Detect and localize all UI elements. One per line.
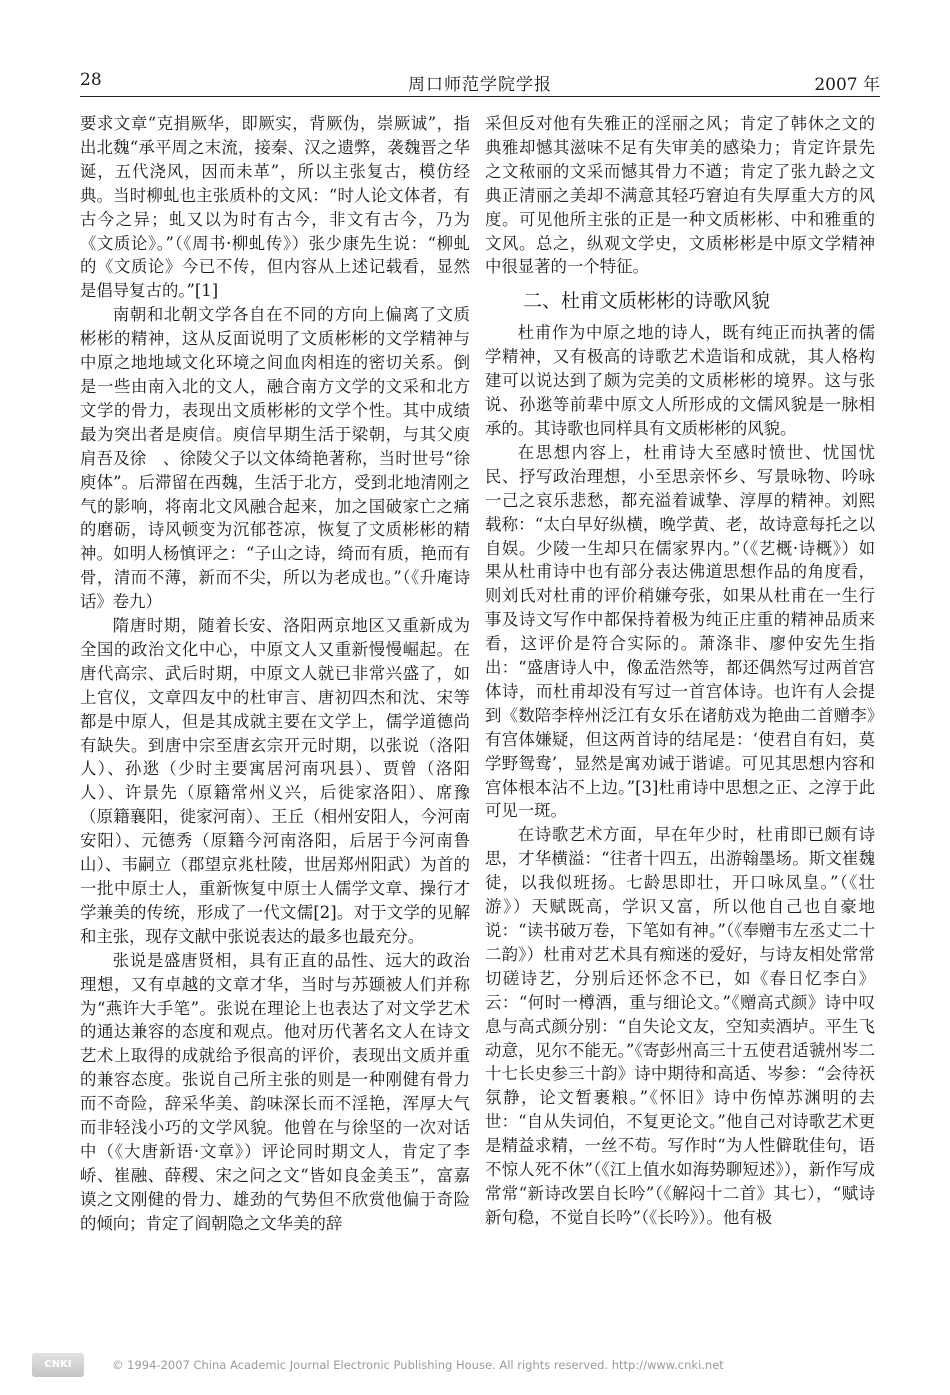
section-heading: 二、杜甫文质彬彬的诗歌风貌 [523, 290, 771, 313]
paragraph: 在诗歌艺术方面，早在年少时，杜甫即已颇有诗思，才华横溢：“往者十四五，出游翰墨场。斯文崔魏徒，以我似班扬。七龄思即壮，开口咏凤皇。”（《壮游》）天赋既高，学识又富，所以他自己也自豪地说：“读书破万卷，下笔如有神。”（《奉赠韦左丞丈二十二韵》）杜甫对艺术具有痴迷的爱好，与诗友相处常常切磋诗艺，分别后还怀念不已，如《春日忆李白》云：“何时一樽酒，重与细论文。”《赠高式颜》诗中叹息与高式颜分别：“自失论文友，空知卖酒垆。平生飞动意，见尔不能无。”《寄彭州高三十五使君适虢州岑二十七长史参三十韵》诗中期待和高适、岑参：“会待祆氛静，论文暂裹粮。”《怀旧》诗中伤悼苏渊明的去世：“自从失词伯，不复更论文。”他自己对诗歌艺术更是精益求精，一丝不苟。写作时“为人性僻耽佳句，语不惊人死不休”（《江上值水如海势聊短述》），新作写成常常“新诗改罢自长吟”（《解闷十二首》其七），“赋诗新句稳，不觉自长吟”（《长吟》）。他有极 [485, 825, 875, 1227]
paragraph: 要求文章“克捐厥华，即厥实，背厥伪，崇厥诚”，指出北魏“承平周之末流，接秦、汉之遗弊，袭魏晋之华诞，五代浇风，因而未革”，所以主张复古，模仿经典。当时柳虬也主张质朴的文风：“时人论文体者，有古今之异；虬又以为时有古今，非文有古今，乃为《文质论》。”（《周书·柳虬传》）张少康先生说：“柳虬的《文质论》今已不传，但内容从上述记载看，显然是倡导复古的。”[1] [80, 114, 470, 301]
paragraph: 南朝和北朝文学各自在不同的方向上偏离了文质彬彬的精神，这从反面说明了文质彬彬的文学精神与中原之地地域文化环境之间血肉相连的密切关系。倒是一些由南入北的文人，融合南方文学的文采和北方文学的骨力，表现出文质彬彬的文学个性。其中成绩最为突出者是庾信。庾信早期生活于梁朝，与其父庾肩吾及徐 、徐陵父子以文体绮艳著称，当时世号“徐庾体”。后滞留在西魏，生活于北方，受到北地清刚之气的影响，将南北文风融合起来，加之国破家亡之痛的磨砺，诗风顿变为沉郁苍凉，恢复了文质彬彬的精神。如明人杨慎评之：“子山之诗，绮而有质，艳而有骨，清而不薄，新而不尖，所以为老成也。”（《升庵诗话》卷九） [80, 305, 470, 612]
journal-title: 周口师范学院学报 [408, 75, 552, 95]
right-column [485, 112, 875, 1230]
publisher-logo: CNKI [32, 1353, 84, 1377]
page-number: 28 [80, 70, 102, 90]
paragraph: 在思想内容上，杜甫诗大至感时愤世、忧国忧民、抒写政治理想，小至思亲怀乡、写景咏物、吟咏一己之哀乐悲愁，都充溢着诚挚、淳厚的精神。刘熙载称：“太白早好纵横，晚学黄、老，故诗意每托之以自娱。少陵一生却只在儒家界内。”（《艺概·诗概》）如果从杜甫诗中也有部分表达佛道思想作品的角度看，则刘氏对杜甫的评价稍嫌夸张，如果从杜甫在一生行事及诗文写作中都保持着极为纯正庄重的精神品质来看，这评价是符合实际的。萧涤非、廖仲安先生指出：“盛唐诗人中，像孟浩然等，都还偶然写过两首宫体诗，而杜甫却没有写过一首宫体诗。也许有人会提到《数陪李梓州泛江有女乐在诸舫戏为艳曲二首赠李》有宫体嫌疑，但这两首诗的结尾是：‘使君自有妇，莫学野鸳鸯’，显然是寓劝诫于谐谑。可见其思想内容和宫体根本沾不上边。”[3]杜甫诗中思想之正、之淳于此可见一斑。 [485, 442, 875, 821]
publication-year: 2007 年 [814, 75, 880, 95]
left-column [80, 112, 470, 1236]
paragraph: 隋唐时期，随着长安、洛阳两京地区又重新成为全国的政治文化中心，中原文人又重新慢慢崛起。在唐代高宗、武后时期，中原文人就已非常兴盛了，如上官仪，文章四友中的杜审言、唐初四杰和沈、宋等都是中原人，但是其成就主要在文学上，儒学道德尚有缺失。到唐中宗至唐玄宗开元时期，以张说（洛阳人）、孙逖（少时主要寓居河南巩县）、贾曾（洛阳人）、许景先（原籍常州义兴，后徙家洛阳）、席豫（原籍襄阳，徙家河南）、王丘（相州安阳人，今河南安阳）、元德秀（原籍今河南洛阳，后居于今河南鲁山）、韦嗣立（郡望京兆杜陵，世居郑州阳武）为首的一批中原士人，重新恢复中原士人儒学文章、操行才学兼美的传统，形成了一代文儒[2]。对于文学的见解和主张，现存文献中张说表达的最多也最充分。 [80, 616, 470, 946]
copyright-text: © 1994-2007 China Academic Journal Electronic Publishing House. All rights reserved. http://www.cnki.net [112, 1358, 724, 1372]
running-header [80, 64, 880, 97]
paragraph: 张说是盛唐贤相，具有正直的品性、远大的政治理想，又有卓越的文章才华，当时与苏颋被人们并称为“燕许大手笔”。张说在理论上也表达了对文学艺术的通达兼容的态度和观点。他对历代著名文人在诗文艺术上取得的成就给予很高的评价，表现出文质并重的兼容态度。张说自己所主张的则是一种刚健有骨力而不奇险，辞采华美、韵味深长而不淫艳，浑厚大气而非轻浅小巧的文学风貌。他曾在与徐坚的一次对话中（《大唐新语·文章》）评论同时期文人，肯定了李峤、崔融、薛稷、宋之问之文“皆如良金美玉”，富嘉谟之文刚健的骨力、雄劲的气势但不欣赏他偏于奇险的倾向；肯定了阎朝隐之文华美的辞 [80, 950, 470, 1233]
paragraph: 杜甫作为中原之地的诗人，既有纯正而执著的儒学精神，又有极高的诗歌艺术造诣和成就，其人格构建可以说达到了颇为完美的文质彬彬的境界。这与张说、孙逖等前辈中原文人所形成的文儒风貌是一脉相承的。其诗歌也同样具有文质彬彬的风貌。 [485, 323, 875, 438]
paragraph: 采但反对他有失雅正的淫丽之风；肯定了韩休之文的典雅却憾其滋味不足有失审美的感染力；肯定许景先之文秾丽的文采而憾其骨力不遒；肯定了张九龄之文典正清丽之美却不满意其轻巧窘迫有失厚重大方的风度。可见他所主张的正是一种文质彬彬、中和雅重的文风。总之，纵观文学史，文质彬彬是中原文学精神中很显著的一个特征。 [485, 114, 875, 277]
copyright-footer [0, 1352, 950, 1382]
